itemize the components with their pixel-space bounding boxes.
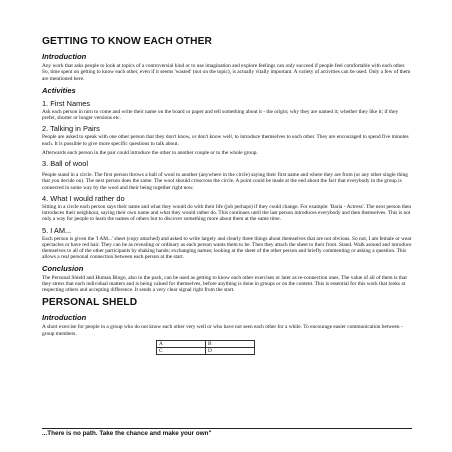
grid-row xyxy=(157,340,255,347)
grid-cell-b: B xyxy=(206,340,255,347)
document-page xyxy=(42,36,412,355)
activity-title-i-am: 5. I AM... xyxy=(42,225,72,235)
page-title: GETTING TO KNOW EACH OTHER xyxy=(42,36,212,47)
section2-intro-paragraph: A short exercise for people in a group who do not know each other very well or who have not seen each other for a while. To encourage easier communication between -group members. xyxy=(42,324,403,337)
activity-text-first-names: Ask each person in turn to come and write their name on the board or paper and tell something about it - the origin; why they are named it; whether they like it; if they prefer, shorter or longer versions etc. xyxy=(42,108,399,121)
activity-title-rather-do: 4. What I would rather do xyxy=(42,193,125,203)
abcd-grid xyxy=(156,340,255,355)
conclusion-heading: Conclusion xyxy=(42,263,84,273)
activity-text-ball-of-wool: People stand in a circle. The first person throws a ball of wool to another (anywhere in the circle) saying their first name and where they are from (or any other single thing that you decide on). The next person does the same. The wool should crisscross the circle. A point could be made at the end about the fact that everybody in the group is connected in some way by the wool and their being together right now. xyxy=(42,172,408,191)
activity-text-talking-pairs: People are asked to speak with one other person that they don't know, or don't know well, to introduce themselves to each other. They are encouraged to spend five minutes each. It is possible to give more specific questions to talk about. xyxy=(42,134,409,147)
activity-text-rather-do: Sitting in a circle each person says their name and what they would do with their life (job perhaps) if they could change. For example: 'Baria - Actress'. The next person then introduces their neighbour, saying their own name and what they would rather do. This continues until the last person introduces everybody and then themselves. This is not only a way for people to learn the names of others but to discover something more about them at the same time. xyxy=(42,203,412,223)
section2-intro-heading: Introduction xyxy=(42,313,87,323)
activity-text-talking-pairs-followup: Afterwards each person in the pair could introduce the other to another couple or to the whole group. xyxy=(42,149,258,156)
section2-title: PERSONAL SHELD xyxy=(42,297,138,309)
intro-paragraph: Any work that asks people to look at topics of a controversial kind or to use imagination and explore feelings can only succeed if people feel comfortable with each other. So, time spent on getting to know each other, even if it seems 'wasted' (not on the topic), is actually vitally important. A variety of activities can be used. Only a few of them are mentioned here. xyxy=(42,63,411,82)
grid-row xyxy=(157,347,255,354)
activity-text-i-am: Each person is given the 'I AM...' sheet (copy attached) and asked to write largely and clearly three things about themselves that are not obvious. So not, I am female or wear spectacles or have red hair. They can be as revealing or ordinary as each person wants them to be. Then they attach the sheet to their front. Stand. Walk around and introduce themselves to all of the other participants by shaking hands; exchanging names; looking at the sheet of the other person and briefly commenting or asking a question. This allows a real personal connection between each person at the start. xyxy=(42,235,412,261)
activity-title-talking-pairs: 2. Talking in Pairs xyxy=(42,124,100,134)
grid-cell-d: D xyxy=(206,347,255,354)
footer-divider xyxy=(42,428,412,429)
activity-title-ball-of-wool: 3. Ball of wool xyxy=(42,159,89,168)
intro-heading: Introduction xyxy=(42,52,87,61)
activity-title-first-names: 1. First Names xyxy=(42,98,91,108)
activities-heading: Activities xyxy=(42,85,76,95)
grid-cell-a: A xyxy=(157,340,206,347)
footer-quote: ...There is no path. Take the chance and make your own" xyxy=(42,430,212,437)
grid-cell-c: C xyxy=(157,347,206,354)
conclusion-paragraph: The Personal Shield and Human Bingo, also in the pack, can be used as getting to know each other exercises or later as re-connection ones. The value of all of them is that they stress that each individual matters and is being valued for themselves, before anything is done in groups or on the content. This is essential for this work that looks at respecting others and accepting difference. It sends a very clear signal right from the start. xyxy=(42,274,407,293)
